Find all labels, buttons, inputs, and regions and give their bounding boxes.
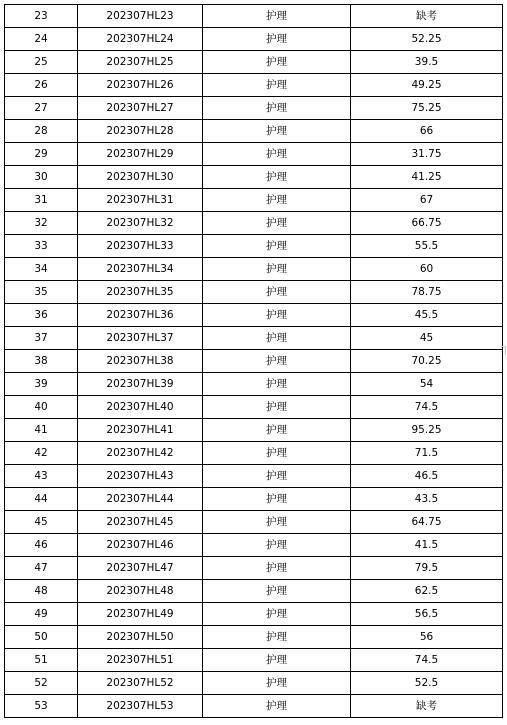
- candidate-id-cell: 202307HL39: [78, 373, 203, 396]
- score-cell: 67: [351, 189, 503, 212]
- table-row: [5, 327, 503, 350]
- row-number-cell: 37: [5, 327, 78, 350]
- major-cell: 护理: [203, 649, 351, 672]
- major-cell: 护理: [203, 534, 351, 557]
- table-row: [5, 258, 503, 281]
- table-row: [5, 74, 503, 97]
- table-row: [5, 166, 503, 189]
- row-number-cell: 42: [5, 442, 78, 465]
- candidate-id-cell: 202307HL31: [78, 189, 203, 212]
- row-number-cell: 31: [5, 189, 78, 212]
- row-number-cell: 26: [5, 74, 78, 97]
- score-cell: 66: [351, 120, 503, 143]
- candidate-id-cell: 202307HL25: [78, 51, 203, 74]
- table-row: [5, 120, 503, 143]
- table-row: [5, 97, 503, 120]
- candidate-id-cell: 202307HL45: [78, 511, 203, 534]
- row-number-cell: 23: [5, 5, 78, 28]
- major-cell: 护理: [203, 28, 351, 51]
- major-cell: 护理: [203, 580, 351, 603]
- score-cell: 41.25: [351, 166, 503, 189]
- score-cell: 60: [351, 258, 503, 281]
- major-cell: 护理: [203, 212, 351, 235]
- row-number-cell: 29: [5, 143, 78, 166]
- row-number-cell: 28: [5, 120, 78, 143]
- row-number-cell: 49: [5, 603, 78, 626]
- candidate-id-cell: 202307HL23: [78, 5, 203, 28]
- table-row: [5, 511, 503, 534]
- row-number-cell: 25: [5, 51, 78, 74]
- score-cell: 71.5: [351, 442, 503, 465]
- table-row: [5, 695, 503, 718]
- major-cell: 护理: [203, 166, 351, 189]
- score-cell: 43.5: [351, 488, 503, 511]
- candidate-id-cell: 202307HL48: [78, 580, 203, 603]
- table-row: [5, 488, 503, 511]
- candidate-id-cell: 202307HL24: [78, 28, 203, 51]
- major-cell: 护理: [203, 74, 351, 97]
- major-cell: 护理: [203, 281, 351, 304]
- major-cell: 护理: [203, 465, 351, 488]
- score-cell: 39.5: [351, 51, 503, 74]
- row-number-cell: 50: [5, 626, 78, 649]
- table-row: [5, 534, 503, 557]
- candidate-id-cell: 202307HL30: [78, 166, 203, 189]
- row-number-cell: 48: [5, 580, 78, 603]
- candidate-id-cell: 202307HL49: [78, 603, 203, 626]
- table-row: [5, 649, 503, 672]
- score-cell: 55.5: [351, 235, 503, 258]
- candidate-id-cell: 202307HL47: [78, 557, 203, 580]
- table-row: [5, 373, 503, 396]
- major-cell: 护理: [203, 5, 351, 28]
- score-cell: 70.25: [351, 350, 503, 373]
- major-cell: 护理: [203, 557, 351, 580]
- score-cell: 78.75: [351, 281, 503, 304]
- table-row: [5, 28, 503, 51]
- candidate-id-cell: 202307HL28: [78, 120, 203, 143]
- row-number-cell: 47: [5, 557, 78, 580]
- major-cell: 护理: [203, 143, 351, 166]
- candidate-id-cell: 202307HL41: [78, 419, 203, 442]
- candidate-id-cell: 202307HL52: [78, 672, 203, 695]
- row-number-cell: 38: [5, 350, 78, 373]
- candidate-id-cell: 202307HL53: [78, 695, 203, 718]
- row-number-cell: 44: [5, 488, 78, 511]
- candidate-id-cell: 202307HL37: [78, 327, 203, 350]
- score-cell: 64.75: [351, 511, 503, 534]
- score-table: [4, 4, 503, 718]
- candidate-id-cell: 202307HL36: [78, 304, 203, 327]
- table-row: [5, 212, 503, 235]
- score-cell: 41.5: [351, 534, 503, 557]
- candidate-id-cell: 202307HL27: [78, 97, 203, 120]
- score-cell: 45.5: [351, 304, 503, 327]
- row-number-cell: 51: [5, 649, 78, 672]
- score-cell: 62.5: [351, 580, 503, 603]
- candidate-id-cell: 202307HL46: [78, 534, 203, 557]
- table-row: [5, 557, 503, 580]
- score-cell: 52.5: [351, 672, 503, 695]
- score-table-body: [5, 5, 503, 718]
- row-number-cell: 53: [5, 695, 78, 718]
- table-row: [5, 281, 503, 304]
- major-cell: 护理: [203, 373, 351, 396]
- row-number-cell: 40: [5, 396, 78, 419]
- score-cell: 54: [351, 373, 503, 396]
- table-row: [5, 465, 503, 488]
- row-number-cell: 32: [5, 212, 78, 235]
- score-cell: 缺考: [351, 695, 503, 718]
- candidate-id-cell: 202307HL29: [78, 143, 203, 166]
- major-cell: 护理: [203, 97, 351, 120]
- row-number-cell: 34: [5, 258, 78, 281]
- score-cell: 74.5: [351, 649, 503, 672]
- table-row: [5, 419, 503, 442]
- major-cell: 护理: [203, 626, 351, 649]
- row-number-cell: 52: [5, 672, 78, 695]
- major-cell: 护理: [203, 695, 351, 718]
- major-cell: 护理: [203, 189, 351, 212]
- row-number-cell: 27: [5, 97, 78, 120]
- candidate-id-cell: 202307HL50: [78, 626, 203, 649]
- table-row: [5, 189, 503, 212]
- score-cell: 46.5: [351, 465, 503, 488]
- table-row: [5, 626, 503, 649]
- table-row: [5, 672, 503, 695]
- major-cell: 护理: [203, 396, 351, 419]
- row-number-cell: 36: [5, 304, 78, 327]
- score-cell: 56.5: [351, 603, 503, 626]
- table-row: [5, 580, 503, 603]
- major-cell: 护理: [203, 51, 351, 74]
- table-row: [5, 143, 503, 166]
- score-cell: 56: [351, 626, 503, 649]
- row-number-cell: 39: [5, 373, 78, 396]
- major-cell: 护理: [203, 304, 351, 327]
- score-cell: 31.75: [351, 143, 503, 166]
- table-row: [5, 304, 503, 327]
- table-row: [5, 603, 503, 626]
- score-cell: 45: [351, 327, 503, 350]
- score-cell: 75.25: [351, 97, 503, 120]
- row-number-cell: 24: [5, 28, 78, 51]
- table-row: [5, 5, 503, 28]
- table-row: [5, 235, 503, 258]
- candidate-id-cell: 202307HL26: [78, 74, 203, 97]
- row-number-cell: 30: [5, 166, 78, 189]
- major-cell: 护理: [203, 120, 351, 143]
- score-cell: 缺考: [351, 5, 503, 28]
- candidate-id-cell: 202307HL32: [78, 212, 203, 235]
- table-row: [5, 442, 503, 465]
- row-number-cell: 41: [5, 419, 78, 442]
- row-number-cell: 46: [5, 534, 78, 557]
- score-cell: 95.25: [351, 419, 503, 442]
- major-cell: 护理: [203, 511, 351, 534]
- score-cell: 79.5: [351, 557, 503, 580]
- candidate-id-cell: 202307HL42: [78, 442, 203, 465]
- major-cell: 护理: [203, 235, 351, 258]
- page-edge-marker: [501, 346, 506, 355]
- major-cell: 护理: [203, 603, 351, 626]
- score-cell: 66.75: [351, 212, 503, 235]
- major-cell: 护理: [203, 327, 351, 350]
- table-row: [5, 350, 503, 373]
- major-cell: 护理: [203, 442, 351, 465]
- major-cell: 护理: [203, 258, 351, 281]
- major-cell: 护理: [203, 419, 351, 442]
- candidate-id-cell: 202307HL44: [78, 488, 203, 511]
- candidate-id-cell: 202307HL38: [78, 350, 203, 373]
- score-cell: 52.25: [351, 28, 503, 51]
- table-row: [5, 51, 503, 74]
- candidate-id-cell: 202307HL35: [78, 281, 203, 304]
- row-number-cell: 33: [5, 235, 78, 258]
- candidate-id-cell: 202307HL40: [78, 396, 203, 419]
- candidate-id-cell: 202307HL43: [78, 465, 203, 488]
- candidate-id-cell: 202307HL34: [78, 258, 203, 281]
- score-cell: 49.25: [351, 74, 503, 97]
- major-cell: 护理: [203, 488, 351, 511]
- major-cell: 护理: [203, 350, 351, 373]
- row-number-cell: 45: [5, 511, 78, 534]
- candidate-id-cell: 202307HL51: [78, 649, 203, 672]
- table-row: [5, 396, 503, 419]
- row-number-cell: 43: [5, 465, 78, 488]
- score-cell: 74.5: [351, 396, 503, 419]
- major-cell: 护理: [203, 672, 351, 695]
- row-number-cell: 35: [5, 281, 78, 304]
- candidate-id-cell: 202307HL33: [78, 235, 203, 258]
